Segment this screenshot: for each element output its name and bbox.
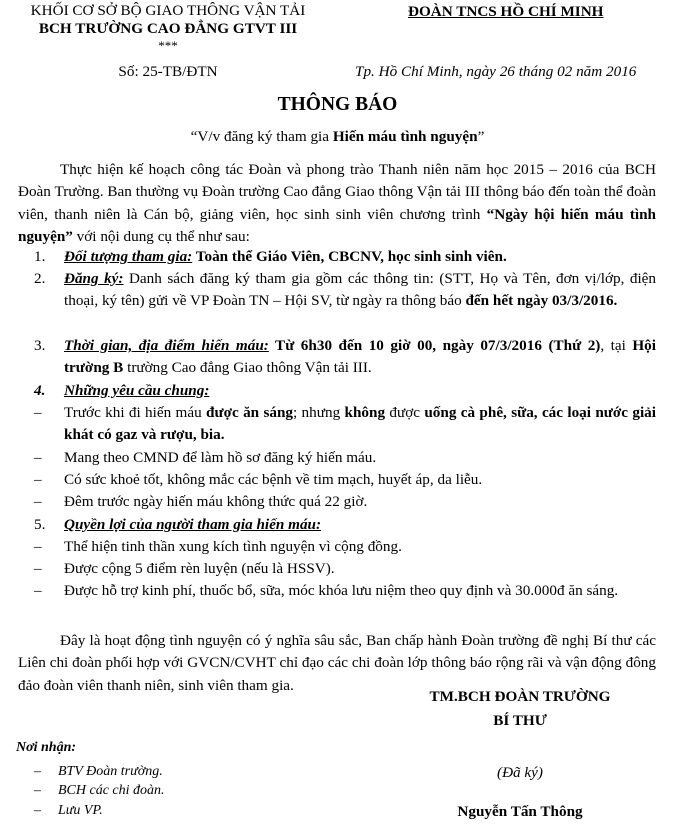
section-4-bullet-1 — [18, 402, 656, 447]
section-1-number: 1. — [34, 248, 46, 265]
recipient-item: BCH các chi đoàn. — [58, 783, 165, 798]
intro-paragraph — [18, 159, 656, 248]
intro-text2: với nội dung cụ thể như sau: — [72, 227, 250, 245]
recipient-item: BTV Đoàn trường. — [58, 764, 163, 779]
section-1 — [18, 246, 656, 268]
section-4-heading: Những yêu cầu chung: — [64, 382, 210, 399]
intro-program-name: “Ngày hội hiến máu tình nguyện” — [18, 205, 656, 245]
page-title: THÔNG BÁO — [277, 94, 398, 115]
section-4-bullet-2 — [18, 447, 656, 469]
section-2-heading: Đăng ký: — [64, 270, 124, 287]
bullet-dash: – — [34, 449, 42, 466]
section-4 — [18, 380, 656, 402]
signed-note: (Đã ký) — [497, 764, 543, 781]
section-1-body: Toàn thể Giáo Viên, CBCNV, học sinh sinh viên. — [192, 248, 507, 265]
section-2-deadline: đến hết ngày 03/3/2016. — [465, 292, 618, 310]
section-3-heading: Thời gian, địa điểm hiến máu: — [64, 337, 269, 354]
bullet-dash: – — [34, 493, 42, 510]
subject-line — [0, 128, 675, 146]
section-2 — [18, 268, 656, 313]
section-5-bullet-2 — [18, 558, 656, 580]
signer-name: Nguyễn Tấn Thông — [457, 803, 583, 820]
closing-paragraph: Đây là hoạt động tình nguyện có ý nghĩa sâu sắc, Ban chấp hành Đoàn trường đề nghị Bí thư các Liên chi đoàn phối hợp với GVCN/CVHT chỉ đạo các chi đoàn lớp thông báo rộng rãi và vận động đông đảo đoàn viên thanh niên, sinh viên tham gia. — [18, 632, 656, 694]
subject-suffix: ” — [477, 128, 485, 145]
recipients-label: Nơi nhận: — [16, 740, 77, 755]
section-5-number: 5. — [34, 516, 46, 533]
intro-text1: Thực hiện kế hoạch công tác Đoàn và phong trào Thanh niên năm học 2015 – 2016 của BCH Đoàn Trường. Ban thường vụ Đoàn trường Cao đẳng Giao thông Vận tải III thông báo đến toàn thể đoàn viên, thanh niên là Cán bộ, giảng viên, học sinh sinh viên chương trình — [18, 161, 656, 223]
section-3-text2: trường Cao đẳng Giao thông Vận tải III. — [123, 359, 372, 377]
section-3-number: 3. — [34, 337, 46, 354]
section-4-bullet-3 — [18, 469, 656, 491]
bullet-dash: – — [34, 560, 42, 577]
section-5-bullet-1 — [18, 536, 656, 558]
section-4-bullet-4 — [18, 491, 656, 513]
agency-header-line2: BCH TRƯỜNG CAO ĐẲNG GTVT III — [38, 20, 298, 37]
section-2-text: Danh sách đăng ký tham gia gồm các thông tin: (STT, Họ và Tên, đơn vị/lớp, điện thoại, ký tên) gửi về VP Đoàn TN – Hội SV, từ ngày ra thông báo — [64, 270, 656, 310]
section-5 — [18, 514, 656, 536]
document-number: Số: 25-TB/ĐTN — [118, 63, 218, 80]
section-5-bullet-3 — [18, 580, 656, 602]
section-1-heading: Đối tượng tham gia: — [64, 248, 193, 265]
place-date: Tp. Hồ Chí Minh, ngày 26 tháng 02 năm 2016 — [355, 63, 637, 80]
recipient-dash: – — [34, 803, 41, 818]
bullet-dash: – — [34, 471, 42, 488]
signature-role: BÍ THƯ — [493, 712, 547, 729]
header-stars: *** — [158, 38, 178, 53]
recipient-dash: – — [34, 764, 41, 779]
bullet-bold: không — [344, 404, 386, 421]
section-4-number: 4. — [34, 382, 46, 399]
bullet-text: Thể hiện tinh thần xung kích tình nguyện vì cộng đồng. — [64, 538, 402, 555]
section-5-heading: Quyền lợi của người tham gia hiến máu: — [64, 516, 322, 533]
section-3 — [18, 335, 656, 380]
bullet-text: Trước khi đi hiến máu — [64, 404, 207, 421]
section-3-time: Từ 6h30 đến 10 giờ 00, ngày 07/3/2016 (Thứ 2) — [268, 337, 601, 354]
signature-title: TM.BCH ĐOÀN TRƯỜNG — [429, 688, 611, 705]
bullet-dash: – — [34, 404, 42, 421]
bullet-text: Được cộng 5 điểm rèn luyện (nếu là HSSV). — [64, 560, 335, 577]
agency-header-line1: KHỐI CƠ SỞ BỘ GIAO THÔNG VẬN TẢI — [30, 2, 306, 19]
bullet-dash: – — [34, 538, 42, 555]
bullet-text: Đêm trước ngày hiến máu không thức quá 22 giờ. — [64, 493, 368, 510]
section-3-text1: , tại — [600, 337, 633, 354]
bullet-bold: được ăn sáng — [206, 404, 293, 421]
bullet-text: ; nhưng — [293, 404, 345, 421]
subject-prefix: “V/v đăng ký tham gia — [190, 128, 333, 145]
bullet-text: Có sức khoẻ tốt, không mắc các bệnh về tim mạch, huyết áp, da liễu. — [64, 471, 483, 488]
subject-bold: Hiến máu tình nguyện — [332, 128, 478, 145]
bullet-bold: uống cà phê, sữa, các loại nước giải khát có gaz và rượu, bia. — [64, 404, 656, 444]
recipient-item: Lưu VP. — [58, 803, 103, 818]
bullet-dash: – — [34, 582, 42, 599]
section-2-number: 2. — [34, 270, 46, 287]
recipient-dash: – — [34, 783, 41, 798]
bullet-text: Được hỗ trợ kinh phí, thuốc bổ, sữa, móc khóa lưu niệm theo quy định và 30.000đ ăn sáng. — [64, 582, 619, 599]
bullet-text: được — [385, 404, 425, 421]
section-3-venue: Hội trường B — [64, 337, 656, 377]
bullet-text: Mang theo CMND để làm hồ sơ đăng ký hiến máu. — [64, 449, 377, 466]
organization-name: ĐOÀN TNCS HỒ CHÍ MINH — [408, 3, 604, 20]
